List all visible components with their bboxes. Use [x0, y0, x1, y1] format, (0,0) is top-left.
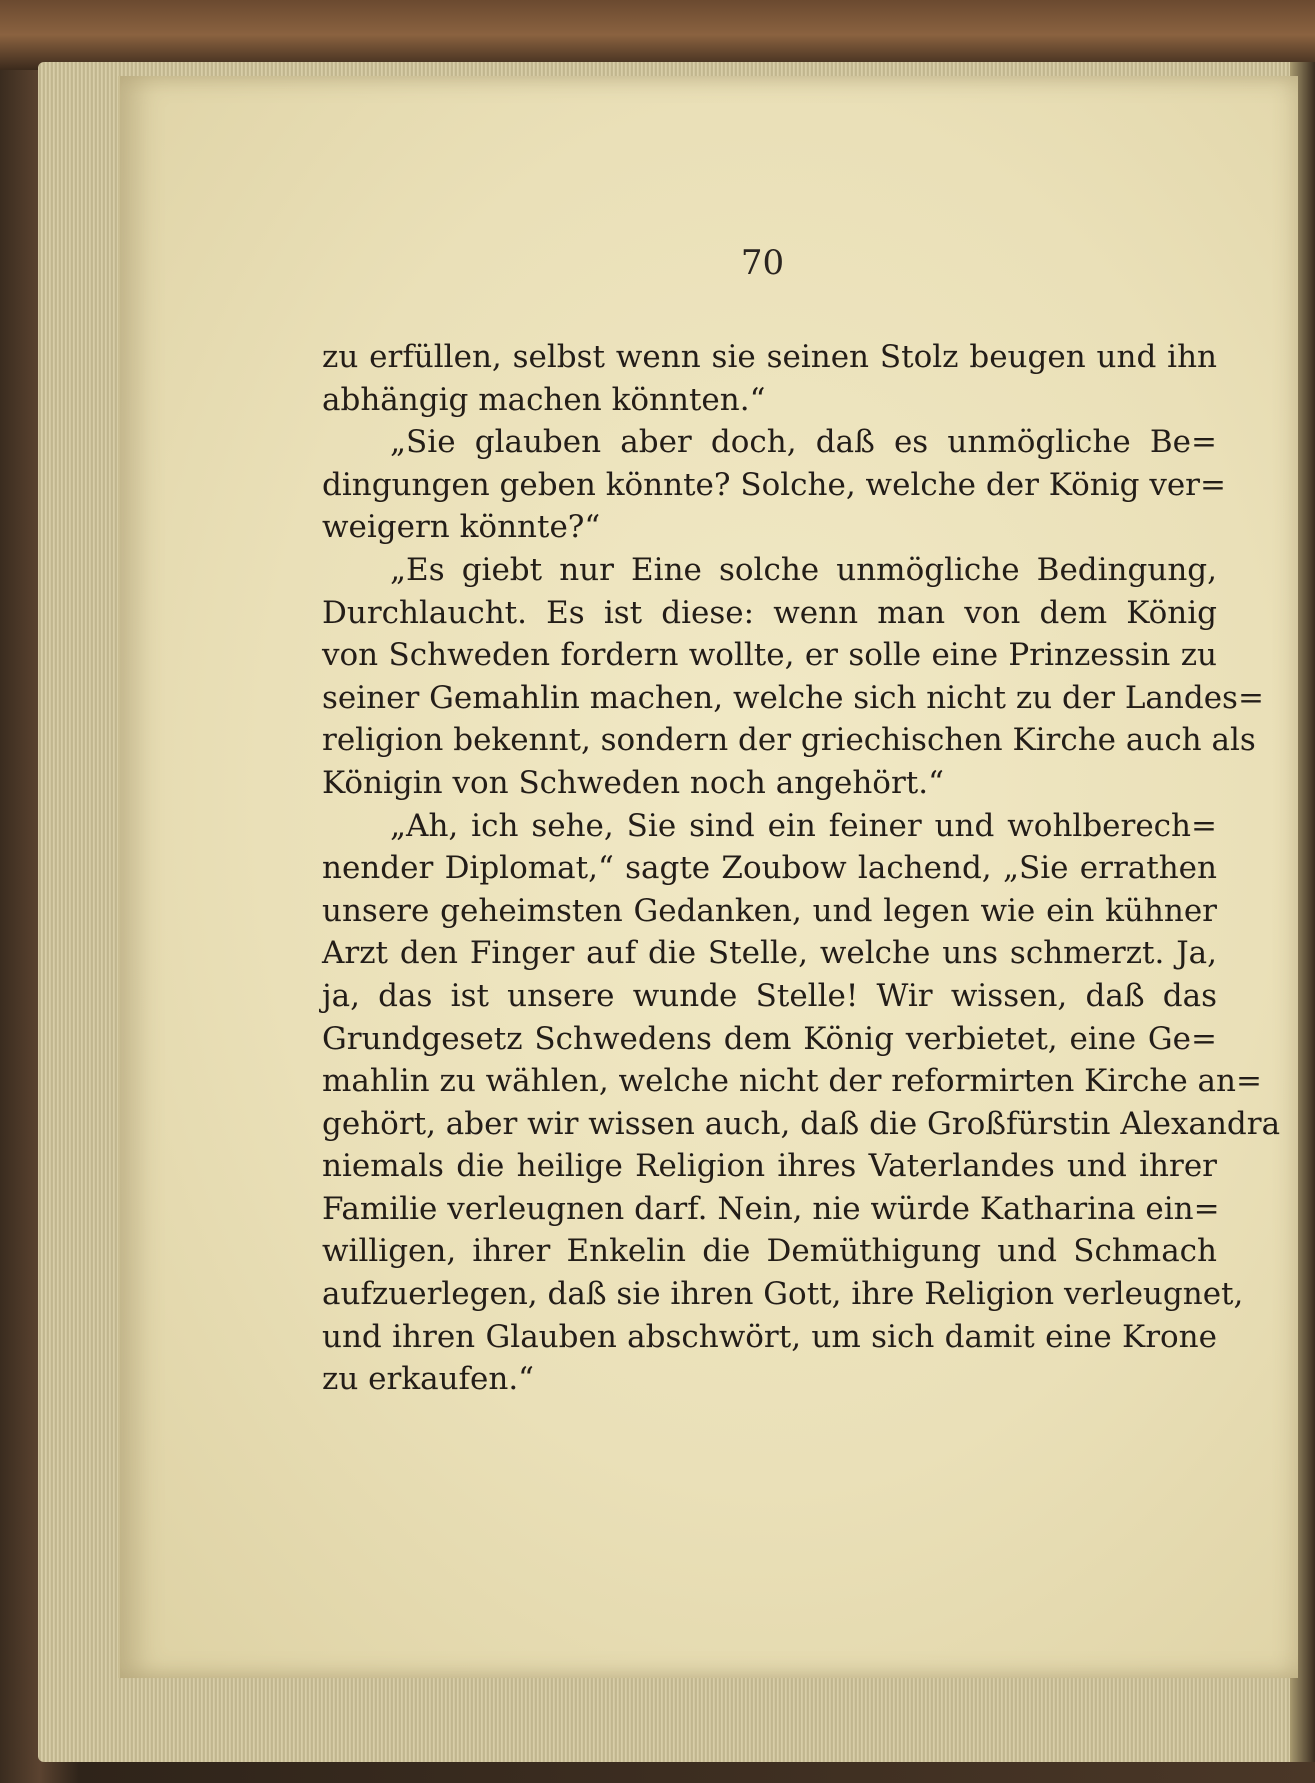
text-line: seiner Gemahlin machen, welche sich nicht zu der Landes=	[322, 679, 1264, 716]
text-line: mahlin zu wählen, welche nicht der reformirten Kirche an=	[322, 1063, 1262, 1100]
text-line: zu erfüllen, selbst wenn sie seinen Stolz beugen und ihn	[322, 339, 1217, 375]
text-line: Arzt den Finger auf die Stelle, welche uns schmerzt. Ja,	[322, 935, 1217, 972]
text-line: Königin von Schweden noch angehört.“	[322, 764, 944, 801]
text-line: niemals die heilige Religion ihres Vaterlandes und ihrer	[322, 1148, 1217, 1185]
text-line: weigern könnte?“	[322, 509, 601, 546]
text-line: und ihren Glauben abschwört, um sich damit eine Krone	[322, 1318, 1217, 1355]
text-line: „Es giebt nur Eine solche unmögliche Bedingung,	[390, 551, 1217, 588]
text-line: abhängig machen könnten.“	[322, 381, 766, 418]
text-line: dingungen geben könnte? Solche, welche der König ver=	[322, 466, 1226, 503]
page-number: 70	[740, 243, 785, 283]
text-line: Grundgesetz Schwedens dem König verbietet, eine Ge=	[322, 1020, 1217, 1057]
text-line: religion bekennt, sondern der griechischen Kirche auch als	[322, 722, 1256, 759]
text-line: gehört, aber wir wissen auch, daß die Großfürstin Alexandra	[322, 1105, 1281, 1142]
text-line: Durchlaucht. Es ist diese: wenn man von dem König	[322, 594, 1217, 631]
text-line: willigen, ihrer Enkelin die Demüthigung und Schmach	[322, 1233, 1217, 1270]
text-line: aufzuerlegen, daß sie ihren Gott, ihre Religion verleugnet,	[322, 1276, 1244, 1313]
body-text	[322, 336, 1281, 1401]
text-line: nender Diplomat,“ sagte Zoubow lachend, „Sie errathen	[322, 850, 1217, 887]
text-line: von Schweden fordern wollte, er solle eine Prinzessin zu	[322, 637, 1217, 674]
text-line: „Ah, ich sehe, Sie sind ein feiner und wohlberech=	[390, 807, 1217, 844]
text-line: „Sie glauben aber doch, daß es unmögliche Be=	[390, 424, 1217, 461]
book-cover-edge	[0, 0, 1315, 70]
text-line: zu erkaufen.“	[322, 1361, 535, 1398]
text-line: ja, das ist unsere wunde Stelle! Wir wissen, daß das	[322, 977, 1217, 1014]
text-line: unsere geheimsten Gedanken, und legen wie ein kühner	[322, 892, 1217, 929]
text-line: Familie verleugnen darf. Nein, nie würde Katharina ein=	[322, 1190, 1220, 1227]
